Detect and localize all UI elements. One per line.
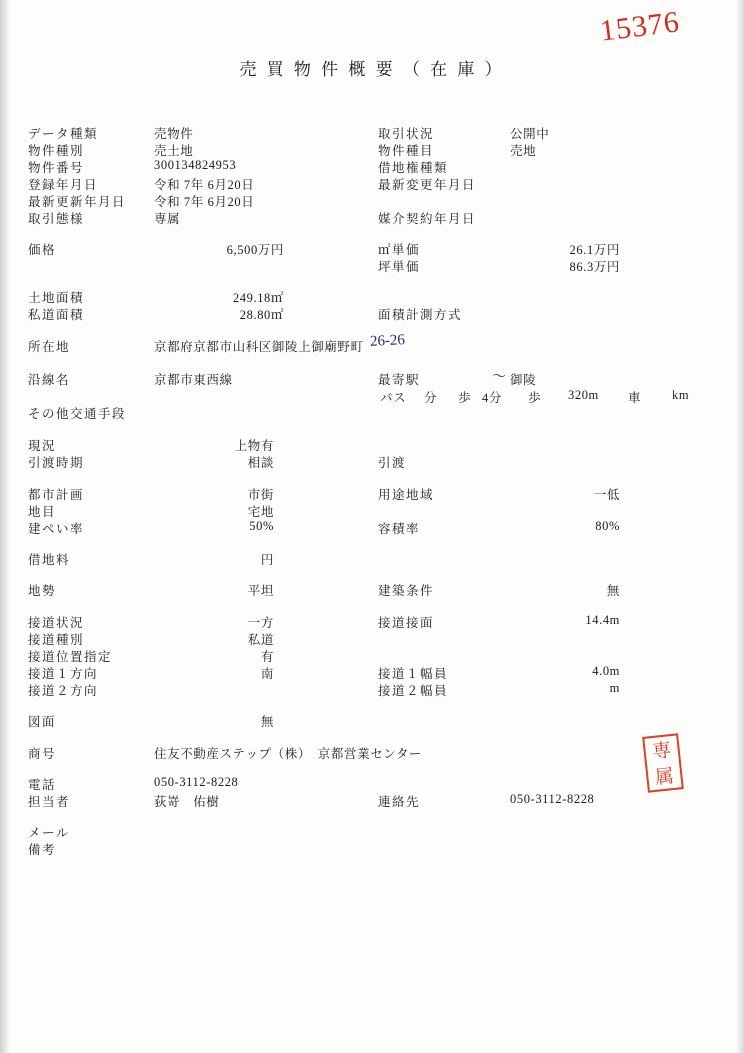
label-last-change-date: 最新変更年月日 bbox=[378, 178, 477, 192]
label-land-category: 地目 bbox=[28, 505, 57, 519]
label-property-type: 物件種別 bbox=[28, 144, 85, 158]
label-road-access-status: 接道状況 bbox=[28, 616, 85, 630]
label-land-area: 土地面積 bbox=[28, 291, 85, 305]
label-mediation-contract-date: 媒介契約年月日 bbox=[378, 212, 477, 226]
page-title: 売 買 物 件 概 要 （ 在 庫 ） bbox=[239, 60, 505, 79]
value-transaction-status: 公開中 bbox=[510, 127, 550, 141]
value-phone: 050-3112-8228 bbox=[154, 775, 239, 789]
value-road-type: 私道 bbox=[247, 633, 274, 647]
label-last-update-date: 最新更新年月日 bbox=[28, 195, 127, 209]
value-unit-price-tsubo: 86.3万円 bbox=[569, 260, 620, 274]
value-transaction-item: 売地 bbox=[510, 144, 537, 158]
label-area-measurement-method: 面積計測方式 bbox=[378, 308, 463, 322]
value-delivery-time: 相談 bbox=[247, 456, 274, 470]
value-road-frontage: 14.4m bbox=[585, 613, 620, 627]
value-last-update-date: 令和 7年 6月20日 bbox=[154, 195, 255, 209]
value-unit-price-sqm: 26.1万円 bbox=[569, 243, 620, 257]
value-current-state: 上物有 bbox=[234, 439, 274, 453]
value-address: 京都府京都市山科区御陵上御廟野町 bbox=[154, 340, 364, 354]
value-registration-date: 令和 7年 6月20日 bbox=[154, 178, 255, 192]
value-property-number: 300134824953 bbox=[154, 158, 237, 172]
value-city-planning: 市街 bbox=[247, 488, 274, 502]
value-use-district: 一低 bbox=[593, 488, 620, 502]
label-mail: メール bbox=[28, 826, 70, 840]
label-land-rent: 借地料 bbox=[28, 553, 71, 567]
label-topography: 地勢 bbox=[28, 584, 57, 598]
value-land-area: 249.18㎡ bbox=[232, 291, 284, 305]
value-building-conditions: 無 bbox=[606, 584, 620, 598]
value-person-in-charge: 荻嵜 佑樹 bbox=[154, 795, 220, 809]
value-road1-direction: 南 bbox=[260, 667, 274, 681]
value-road1-width: 4.0m bbox=[592, 664, 620, 678]
value-private-road-area: 28.80㎡ bbox=[239, 308, 284, 322]
label-transaction-item: 物件種目 bbox=[378, 144, 435, 158]
label-car-km: km bbox=[672, 388, 690, 402]
label-drawing: 図面 bbox=[28, 715, 57, 729]
value-price: 6,500万円 bbox=[226, 243, 284, 257]
label-private-road-area: 私道面積 bbox=[28, 308, 85, 322]
label-road2-direction: 接道２方向 bbox=[28, 684, 99, 698]
handwritten-station-mark: ～ bbox=[492, 370, 506, 385]
label-leasehold-type: 借地権種類 bbox=[378, 161, 449, 175]
label-bus: バス bbox=[380, 391, 407, 405]
value-drawing: 無 bbox=[260, 715, 274, 729]
label-address: 所在地 bbox=[28, 340, 71, 354]
label-property-number: 物件番号 bbox=[28, 161, 85, 175]
label-unit-price-sqm: ㎡単価 bbox=[378, 243, 421, 257]
label-walk: 歩 bbox=[458, 391, 472, 405]
label-transaction-form: 取引態様 bbox=[28, 212, 85, 226]
handwritten-number-stamp: 15376 bbox=[598, 5, 682, 48]
value-property-type: 売土地 bbox=[154, 144, 194, 158]
value-road2-width: m bbox=[609, 681, 620, 695]
label-bus-minutes: 分 bbox=[424, 391, 438, 405]
label-road1-direction: 接道１方向 bbox=[28, 667, 99, 681]
label-line-name: 沿線名 bbox=[28, 373, 71, 387]
value-road-position-designation: 有 bbox=[260, 650, 274, 664]
label-building-conditions: 建築条件 bbox=[378, 584, 435, 598]
label-delivery: 引渡 bbox=[378, 456, 407, 470]
label-road-frontage: 接道接面 bbox=[378, 616, 435, 630]
label-company-name: 商号 bbox=[28, 747, 57, 761]
label-registration-date: 登録年月日 bbox=[28, 178, 99, 192]
label-floor-area-ratio: 容積率 bbox=[378, 522, 421, 536]
label-car: 車 bbox=[628, 391, 642, 405]
label-person-in-charge: 担当者 bbox=[28, 795, 71, 809]
approval-seal-stamp: 専属 bbox=[642, 733, 684, 792]
label-building-coverage: 建ぺい率 bbox=[28, 522, 85, 536]
label-use-district: 用途地域 bbox=[378, 488, 435, 502]
label-road-type: 接道種別 bbox=[28, 633, 85, 647]
label-unit-price-tsubo: 坪単価 bbox=[378, 260, 421, 274]
label-remarks: 備考 bbox=[28, 843, 57, 857]
label-price: 価格 bbox=[28, 243, 57, 257]
value-walk-minutes: 4分 bbox=[482, 391, 502, 405]
label-road1-width: 接道１幅員 bbox=[378, 667, 449, 681]
value-contact: 050-3112-8228 bbox=[510, 792, 595, 806]
label-current-state: 現況 bbox=[28, 439, 57, 453]
label-road2-width: 接道２幅員 bbox=[378, 684, 449, 698]
value-data-type: 売物件 bbox=[154, 127, 194, 141]
value-topography: 平坦 bbox=[247, 584, 274, 598]
value-road-access-status: 一方 bbox=[247, 616, 274, 630]
label-city-planning: 都市計画 bbox=[28, 488, 85, 502]
value-walk-distance: 320m bbox=[568, 388, 599, 402]
label-data-type: データ種類 bbox=[28, 127, 99, 141]
value-floor-area-ratio: 80% bbox=[595, 519, 620, 533]
value-land-category: 宅地 bbox=[247, 505, 274, 519]
label-transaction-status: 取引状況 bbox=[378, 127, 435, 141]
label-other-transport: その他交通手段 bbox=[28, 407, 127, 421]
value-transaction-form: 専属 bbox=[154, 212, 181, 226]
label-contact: 連絡先 bbox=[378, 795, 421, 809]
label-road-position-designation: 接道位置指定 bbox=[28, 650, 113, 664]
value-land-rent: 円 bbox=[260, 553, 274, 567]
value-line-name: 京都市東西線 bbox=[154, 373, 233, 387]
value-nearest-station: 御陵 bbox=[510, 373, 537, 387]
value-company-name: 住友不動産ステップ（株） 京都営業センター bbox=[154, 747, 423, 761]
label-nearest-station: 最寄駅 bbox=[378, 373, 421, 387]
value-building-coverage: 50% bbox=[249, 519, 274, 533]
label-walk-2: 歩 bbox=[528, 391, 542, 405]
label-delivery-time: 引渡時期 bbox=[28, 456, 85, 470]
label-phone: 電話 bbox=[28, 778, 57, 792]
handwritten-address-suffix: 26-26 bbox=[369, 332, 406, 350]
